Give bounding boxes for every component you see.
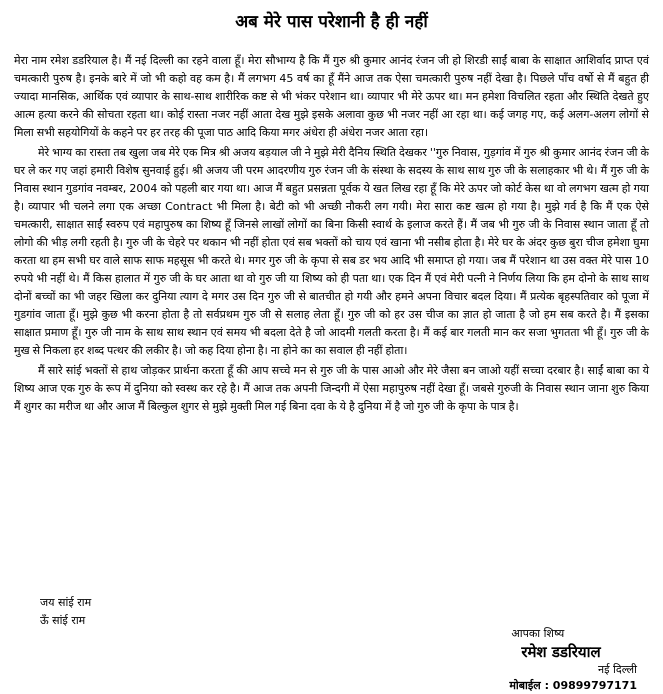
paragraph-appeal: मैं सारे सांई भक्तों से हाथ जोड़कर प्रार्थना करता हूँ की आप सच्चे मन से गुरु जी के पास आओ और मेरे जैसा बन जाओ यहीं सच्चा दरबार है। साईं बाबा का ये शिष्य आज एक गुरु के रूप में दुनिया को स्वस्थ कर रहे है। मैं आज तक अपनी जिन्दगी में ऐसा महापुरुष नहीं देखा हूँ। जबसे गुरुजी के निवास स्थान जाना शुरु किया मैं शुगर का मरीज था और आज मैं बिल्कुल शुगर से मुझे मुक्ती मिल गई बिना दवा के ये है दुनिया में है जो गुरु जी के कृपा के पात्र है।: [14, 364, 649, 413]
blessing-line-2: ऊँ सांई राम: [40, 614, 86, 627]
paragraph-intro: मेरा नाम रमेश डडरियाल है। मैं नई दिल्ली का रहने वाला हूँ। मेरा सौभाग्य है कि मैं गुरु श्री कुमार आनंद रंजन जी हो शिरडी साईं बाबा के साक्षात आशिर्वाद प्राप्त एवं चमत्कारी पुरुष है। इनके बारे में जो भी कहो वह कम है। मैं लगभग 45 वर्ष का हूँ मैंने आज तक ऐसा चमत्कारी पुरुष नहीं देखा है। पिछले पाँच वर्षो से मैं बहुत ही ज्यादा मानसिक, आर्थिक एवं व्यापार के साथ-साथ शारीरिक कष्ट से भी भंकर परेशान था। व्यापार भी मेरे ऊपर था। मन हमेशा विचलित रहता और स्थिति देखते हुए आत्म हत्या करने की सोचता रहता था। कोई रास्ता नजर नहीं आता देख मुझे इसके अलावा कुछ भी नजर नहीं आ रहा था। कई जगह गए, कई अलग-अलग लोगों से मिला सभी सहयोगियों के कहने पर हर तरह की पूजा पाठ आदि किया मगर अंधेरा ही अंधेरा नजर आता रहा।: [14, 54, 649, 139]
page-title: अब मेरे पास परेशानी है ही नहीं: [235, 12, 428, 32]
blessing-line-1: जय सांई राम: [40, 596, 92, 609]
paragraph-story: मेरे भाग्य का रास्ता तब खुला जब मेरे एक मित्र श्री अजय बड़याल जी ने मुझे मेरी दैनिय स्थिति देखकर ''गुरु निवास, गुड़गांव में गुरु श्री कुमार आनंद रंजन जी के घर ले कर गए जहां हमारी विशेष सुनवाई हुई। श्री अजय जी परम आदरणीय गुरु रंजन जी के संस्था के सदस्य के साथ साथ गुरु जी के सलाहकार भी थे। मैं गुरु जी के निवास स्थान गुडगांव नवम्बर, 2004 को पहली बार गया था। आज मैं बहुत प्रसन्नता पूर्वक ये खत लिख रहा हूँ कि मेरे ऊपर जो कोर्ट केस था वो लगभग खत्म हो गया है। व्यापार भी चलने लगा एक अच्छा Contract भी मिला है। बेटी को भी अच्छी नौकरी लग गयी। मेरा सारा कष्ट खत्म हो गया है। मुझे गर्व है कि मैं एक ऐसे चमत्कारी, साक्षात साईं स्वरुप एवं महापुरुष का शिष्य हूँ जिनसे लाखों लोगों का बिना किसी स्वार्थ के इलाज करते हैं। मैं जब भी गुरु जी के निवास स्थान जाता हूँ तो लोगो की भीड़ लगी रहती है। गुरु जी के चेहरे पर थकान भी नहीं होता एवं सब भक्तों को चाय एवं खाना भी नसीब होता है। मेरे घर के अंदर कुछ बुरा चीज हमेशा घुमा करता था हम सभी घर वाले साफ साफ महसूस भी करते थे। मगर गुरु जी के कृपा से सब डर भय आदि भी समाप्त हो गया। जब मैं परेशान था उस वक्त मेरे पास 10 रुपये भी नहीं थे। मैं किस हालात में गुरु जी के घर आता था वो गुरु जी या शिष्य को ही पता था। एक दिन मैं एवं मेरी पत्नी ने निर्णय लिया कि हम दोनो के साथ साथ दोनों बच्चों का भी जहर खिला कर दुनिया त्याग दे मगर उस दिन गुरु जी से बातचीत हो गयी और हमने अपना विचार बदल दिया। मैं प्रत्येक बृहस्पतिवार को पूजा में गुडगांव जाता हूँ। मुझे कुछ भी करना होता है तो सर्वप्रथम गुरु जी से सलाह लेता हूँ। गुरु जी को हर उस चीज का ज्ञात हो जाता है जो हम सब करते है। मैं इसका साक्षात प्रमाण हूँ। गुरु जी नाम के साथ साथ स्थान एवं समय भी बदला देते है जो आदमी गलती करता है। मैं कई बार गलती मान कर सजा भुगतता भी हूँ। गुरु जी के मुख से निकला हर शब्द पत्थर की लकीर है। जो कह दिया होना है। ना होने का का सवाल ही नहीं होता।: [14, 146, 649, 357]
signature-name: रमेश डडरियाल: [521, 643, 601, 661]
signature-block: [509, 626, 637, 694]
signature-mobile: मोबाईल : 09899797171: [509, 679, 637, 692]
signature-city: नई दिल्ली: [598, 663, 637, 676]
signature-label: आपका शिष्य: [511, 627, 565, 640]
letter-body: [14, 52, 649, 418]
blessing-lines: [40, 594, 91, 630]
